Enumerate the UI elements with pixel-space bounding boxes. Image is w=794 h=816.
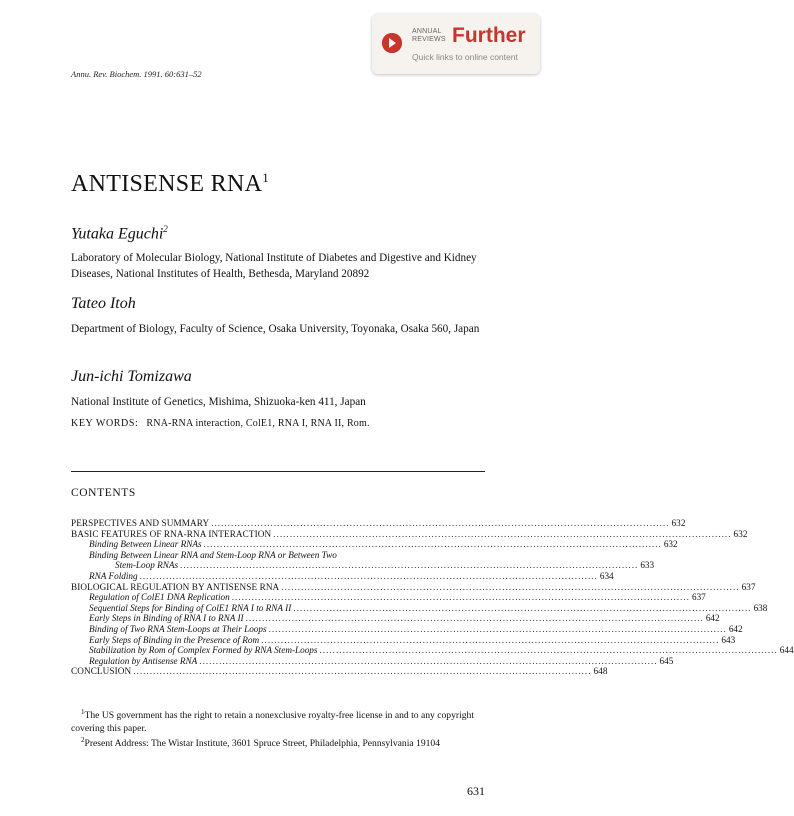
toc-entry[interactable] xyxy=(71,634,736,646)
journal-reference: Annu. Rev. Biochem. 1991. 60:631–52 xyxy=(71,69,202,79)
toc-leader-dots: ........................................................................................................................................... xyxy=(268,623,727,634)
keywords-label: KEY WORDS: xyxy=(71,418,139,429)
toc-entry[interactable] xyxy=(71,570,614,582)
toc-entry[interactable] xyxy=(71,613,720,624)
toc-entry-title: BASIC FEATURES OF RNA-RNA INTERACTION xyxy=(71,528,272,539)
toc-entry-page: 642 xyxy=(728,623,743,634)
toc-leader-dots: ........................................................................................................................................... xyxy=(319,645,778,656)
toc-entry[interactable] xyxy=(71,666,608,677)
author-name xyxy=(71,295,136,313)
toc-entry-title: RNA Folding xyxy=(89,570,138,581)
toc-entry-title: PERSPECTIVES AND SUMMARY xyxy=(71,518,210,528)
toc-entry-page: 648 xyxy=(593,666,608,677)
author-name-text: Yutaka Eguchi xyxy=(71,225,164,243)
toc-leader-dots: ........................................................................................................................................... xyxy=(261,634,720,645)
keywords-text: RNA-RNA interaction, ColE1, RNA I, RNA II, Rom. xyxy=(146,418,370,429)
author-footnote-mark: 2 xyxy=(163,224,168,234)
toc-entry[interactable] xyxy=(71,528,748,540)
toc-entry-title: Regulation of ColE1 DNA Replication xyxy=(89,592,230,603)
footnote xyxy=(71,734,487,750)
footnote-mark: 1 xyxy=(81,708,85,716)
toc-entry-title: Stabilization by Rom of Complex Formed by RNA Stem-Loops xyxy=(89,645,318,656)
keywords xyxy=(71,418,370,429)
author-affiliation: Laboratory of Molecular Biology, National Institute of Diabetes and Digestive and Kidney Diseases, National Institutes of Health, Bethesda, Maryland 20892 xyxy=(71,252,477,280)
footnote-mark: 2 xyxy=(81,736,85,744)
toc-entry-page: 645 xyxy=(659,655,674,666)
toc-entry-title: Sequential Steps for Binding of ColE1 RNA I to RNA II xyxy=(89,602,292,613)
badge-annual-text: ANNUAL xyxy=(412,28,442,35)
toc-entry-page: 644 xyxy=(779,645,794,656)
author-name-text: Jun-ichi Tomizawa xyxy=(71,368,192,385)
toc-entry-page: 634 xyxy=(599,570,614,581)
author-name-text: Tateo Itoh xyxy=(71,295,136,312)
toc-entry-title: Stem-Loop RNAs xyxy=(115,560,179,571)
toc-leader-dots: ........................................................................................................................................... xyxy=(293,602,752,613)
badge-publisher-name xyxy=(412,28,446,44)
toc-leader-dots: ........................................................................................................................................... xyxy=(231,592,690,603)
toc-entry-title: BIOLOGICAL REGULATION BY ANTISENSE RNA xyxy=(71,581,280,592)
toc-entry-continuation[interactable] xyxy=(71,560,655,571)
badge-reviews-text: REVIEWS xyxy=(412,36,446,43)
toc-leader-dots: ........................................................................................................................................... xyxy=(273,528,732,539)
author-name xyxy=(71,224,168,243)
toc-entry-page: 638 xyxy=(753,602,768,613)
toc-entry[interactable] xyxy=(71,655,674,667)
toc-entry[interactable] xyxy=(71,623,743,635)
toc-leader-dots: ........................................................................................................................................... xyxy=(211,518,670,528)
toc-entry[interactable] xyxy=(71,592,706,603)
toc-leader-dots: ........................................................................................................................................... xyxy=(245,613,704,624)
article-title-text: ANTISENSE RNA xyxy=(71,171,263,197)
author-affiliation: Department of Biology, Faculty of Science, Osaka University, Toyonaka, Osaka 560, Japan xyxy=(71,323,480,335)
toc-entry[interactable] xyxy=(71,581,756,593)
badge-quick-links-text: Quick links to online content xyxy=(412,52,518,62)
toc-entry[interactable] xyxy=(71,539,678,550)
toc-entry[interactable] xyxy=(71,645,794,656)
badge-further-text: Further xyxy=(452,24,526,47)
toc-entry-title: CONCLUSION xyxy=(71,666,132,677)
toc-entry-title: Early Steps in Binding of RNA I to RNA II xyxy=(89,613,244,624)
footnote-text: Present Address: The Wistar Institute, 3601 Spruce Street, Philadelphia, Pennsylvania 19104 xyxy=(84,738,441,750)
toc-entry-page: 632 xyxy=(663,539,678,550)
annual-reviews-logo-icon xyxy=(382,33,402,53)
toc-leader-dots: ........................................................................................................................................... xyxy=(199,655,658,666)
toc-entry-page: 637 xyxy=(741,581,756,592)
toc-leader-dots: ........................................................................................................................................... xyxy=(203,539,662,550)
toc-entry-page: 632 xyxy=(733,528,748,539)
footnote-text: The US government has the right to retain a nonexclusive royalty-free license in and to any copyright covering this paper. xyxy=(71,710,474,735)
section-divider xyxy=(71,471,485,472)
toc-leader-dots: ........................................................................................................................................... xyxy=(139,570,598,581)
author-affiliation: National Institute of Genetics, Mishima, Shizuoka-ken 411, Japan xyxy=(71,396,366,408)
toc-entry-title: Binding Between Linear RNAs xyxy=(89,539,202,550)
further-badge[interactable] xyxy=(372,14,540,74)
footnote xyxy=(71,706,487,735)
article-title xyxy=(71,170,269,198)
title-footnote-mark: 1 xyxy=(262,170,270,185)
toc-entry-page: 633 xyxy=(640,560,655,571)
toc-entry[interactable] xyxy=(71,518,686,529)
toc-entry-title: Binding Between Linear RNA and Stem-Loop RNA or Between Two xyxy=(89,549,337,560)
toc-entry-title: Regulation by Antisense RNA xyxy=(89,655,198,666)
toc-entry[interactable] xyxy=(71,602,768,614)
toc-entry-page: 642 xyxy=(705,613,720,624)
toc-entry-title: Binding of Two RNA Stem-Loops at Their Loops xyxy=(89,623,267,634)
table-of-contents xyxy=(71,518,794,677)
toc-leader-dots: ........................................................................................................................................... xyxy=(133,666,592,677)
page-number: 631 xyxy=(467,784,485,798)
toc-entry-page: 632 xyxy=(671,518,686,528)
toc-entry-page: 637 xyxy=(691,592,706,603)
contents-heading: CONTENTS xyxy=(71,487,136,499)
toc-leader-dots: ........................................................................................................................................... xyxy=(180,560,639,571)
toc-entry[interactable] xyxy=(71,550,487,561)
toc-entry-page: 643 xyxy=(721,634,736,645)
toc-leader-dots: ........................................................................................................................................... xyxy=(281,581,740,592)
toc-entry-title: Early Steps of Binding in the Presence of Rom xyxy=(89,634,260,645)
author-name xyxy=(71,368,192,386)
